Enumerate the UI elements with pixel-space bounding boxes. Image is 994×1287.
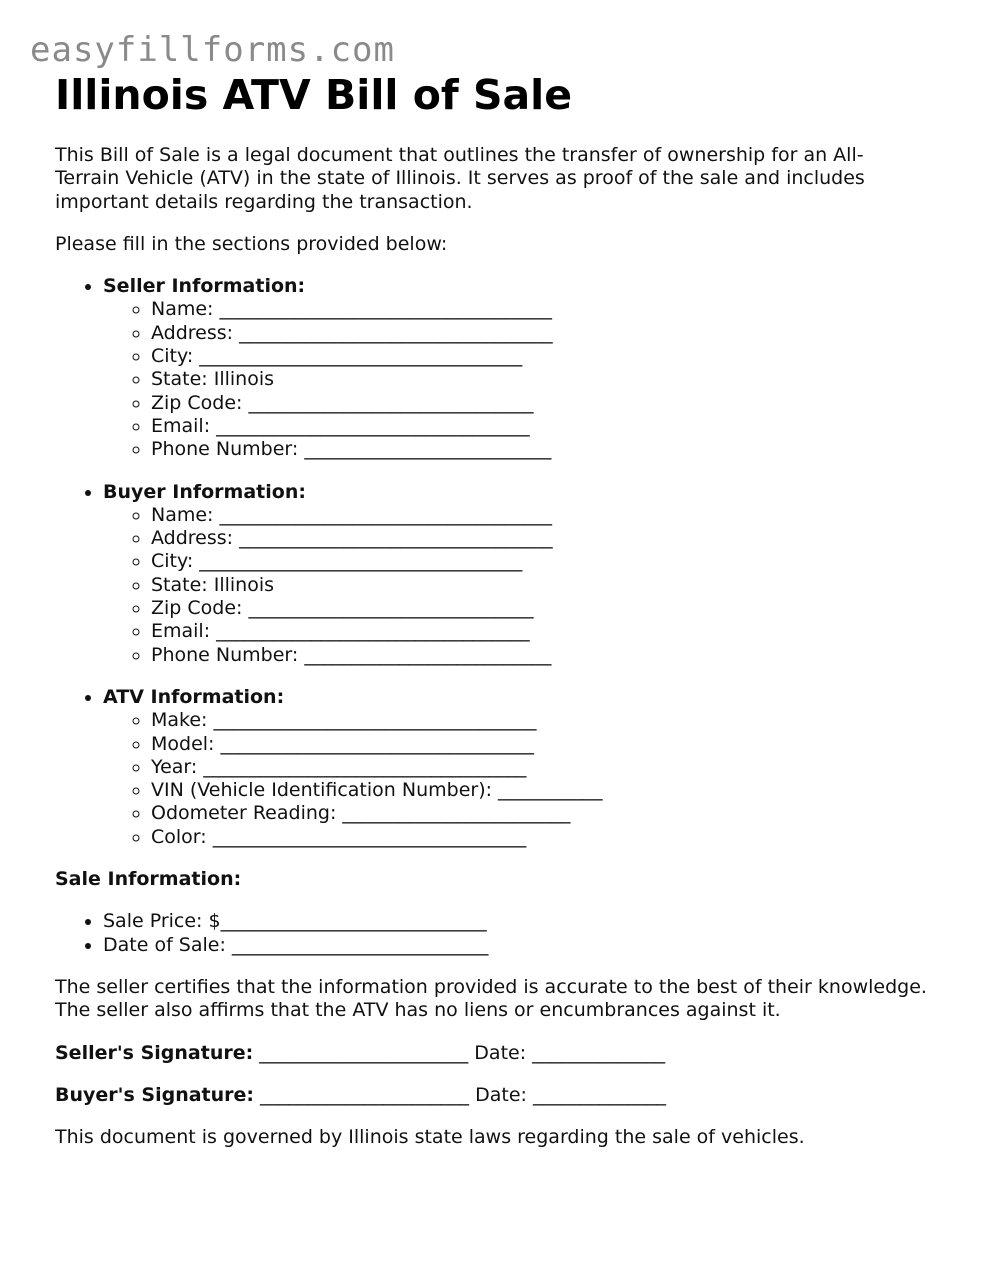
seller-signature-row[interactable] xyxy=(55,1042,955,1065)
atv-make-field[interactable]: ◦ Make: __________________________________ xyxy=(151,709,955,732)
document-page xyxy=(55,70,955,1149)
seller-city-field[interactable]: ◦ City: __________________________________ xyxy=(151,345,955,368)
buyer-phone-field[interactable]: ◦ Phone Number: __________________________ xyxy=(151,644,955,667)
buyer-address-field[interactable]: ◦ Address: _________________________________ xyxy=(151,527,955,550)
seller-phone-field[interactable]: ◦ Phone Number: __________________________ xyxy=(151,438,955,461)
seller-signature-label: Seller's Signature: xyxy=(55,1041,254,1064)
seller-section-title: Seller Information: xyxy=(103,275,306,298)
seller-address-field[interactable]: ◦ Address: _________________________________ xyxy=(151,322,955,345)
atv-section-title: ATV Information: xyxy=(103,685,285,708)
sale-fields xyxy=(55,910,955,957)
atv-fields xyxy=(103,709,955,849)
buyer-state-field: ◦ State: Illinois xyxy=(151,574,955,597)
atv-model-field[interactable]: ◦ Model: _________________________________ xyxy=(151,733,955,756)
info-sections xyxy=(55,275,955,849)
footer-note: This document is governed by Illinois state laws regarding the sale of vehicles. xyxy=(55,1126,805,1149)
sale-section-title: Sale Information: xyxy=(55,868,242,891)
buyer-signature-date[interactable]: Date: ______________ xyxy=(475,1083,666,1106)
seller-section xyxy=(103,275,955,461)
buyer-section xyxy=(103,481,955,667)
sale-date-field[interactable]: • Date of Sale: ___________________________ xyxy=(103,934,955,957)
buyer-signature-row[interactable] xyxy=(55,1084,955,1107)
seller-zip-field[interactable]: ◦ Zip Code: ______________________________ xyxy=(151,392,955,415)
atv-color-field[interactable]: ◦ Color: _________________________________ xyxy=(151,826,955,849)
buyer-signature-line[interactable]: ______________________ xyxy=(254,1083,476,1106)
buyer-name-field[interactable]: ◦ Name: ___________________________________ xyxy=(151,504,955,527)
buyer-fields xyxy=(103,504,955,667)
buyer-email-field[interactable]: ◦ Email: _________________________________ xyxy=(151,620,955,643)
sale-price-field[interactable]: • Sale Price: $____________________________ xyxy=(103,910,955,933)
atv-odometer-field[interactable]: ◦ Odometer Reading: ________________________ xyxy=(151,802,955,825)
seller-signature-date[interactable]: Date: ______________ xyxy=(474,1041,666,1064)
atv-vin-field[interactable]: ◦ VIN (Vehicle Identification Number): ___________ xyxy=(151,779,955,802)
buyer-section-title: Buyer Information: xyxy=(103,480,306,503)
buyer-signature-label: Buyer's Signature: xyxy=(55,1083,254,1106)
atv-section xyxy=(103,686,955,849)
certification-paragraph: The seller certifies that the information provided is accurate to the best of their knowledge. The seller also affirms that the ATV has no liens or encumbrances against it. xyxy=(55,975,927,1022)
page-title: Illinois ATV Bill of Sale xyxy=(55,71,573,119)
seller-signature-line[interactable]: ______________________ xyxy=(253,1041,475,1064)
buyer-zip-field[interactable]: ◦ Zip Code: ______________________________ xyxy=(151,597,955,620)
atv-year-field[interactable]: ◦ Year: __________________________________ xyxy=(151,756,955,779)
seller-email-field[interactable]: ◦ Email: _________________________________ xyxy=(151,415,955,438)
buyer-city-field[interactable]: ◦ City: __________________________________ xyxy=(151,550,955,573)
seller-state-field: ◦ State: Illinois xyxy=(151,368,955,391)
intro-paragraph: This Bill of Sale is a legal document that outlines the transfer of ownership for an All-Terrain Vehicle (ATV) in the state of Illinois. It serves as proof of the sale and includes important details regarding the transaction. xyxy=(55,144,865,213)
seller-name-field[interactable]: ◦ Name: ___________________________________ xyxy=(151,298,955,321)
fill-instructions: Please fill in the sections provided below: xyxy=(55,232,448,255)
watermark-logo: easyfillforms.com xyxy=(30,30,395,70)
seller-fields xyxy=(103,298,955,461)
